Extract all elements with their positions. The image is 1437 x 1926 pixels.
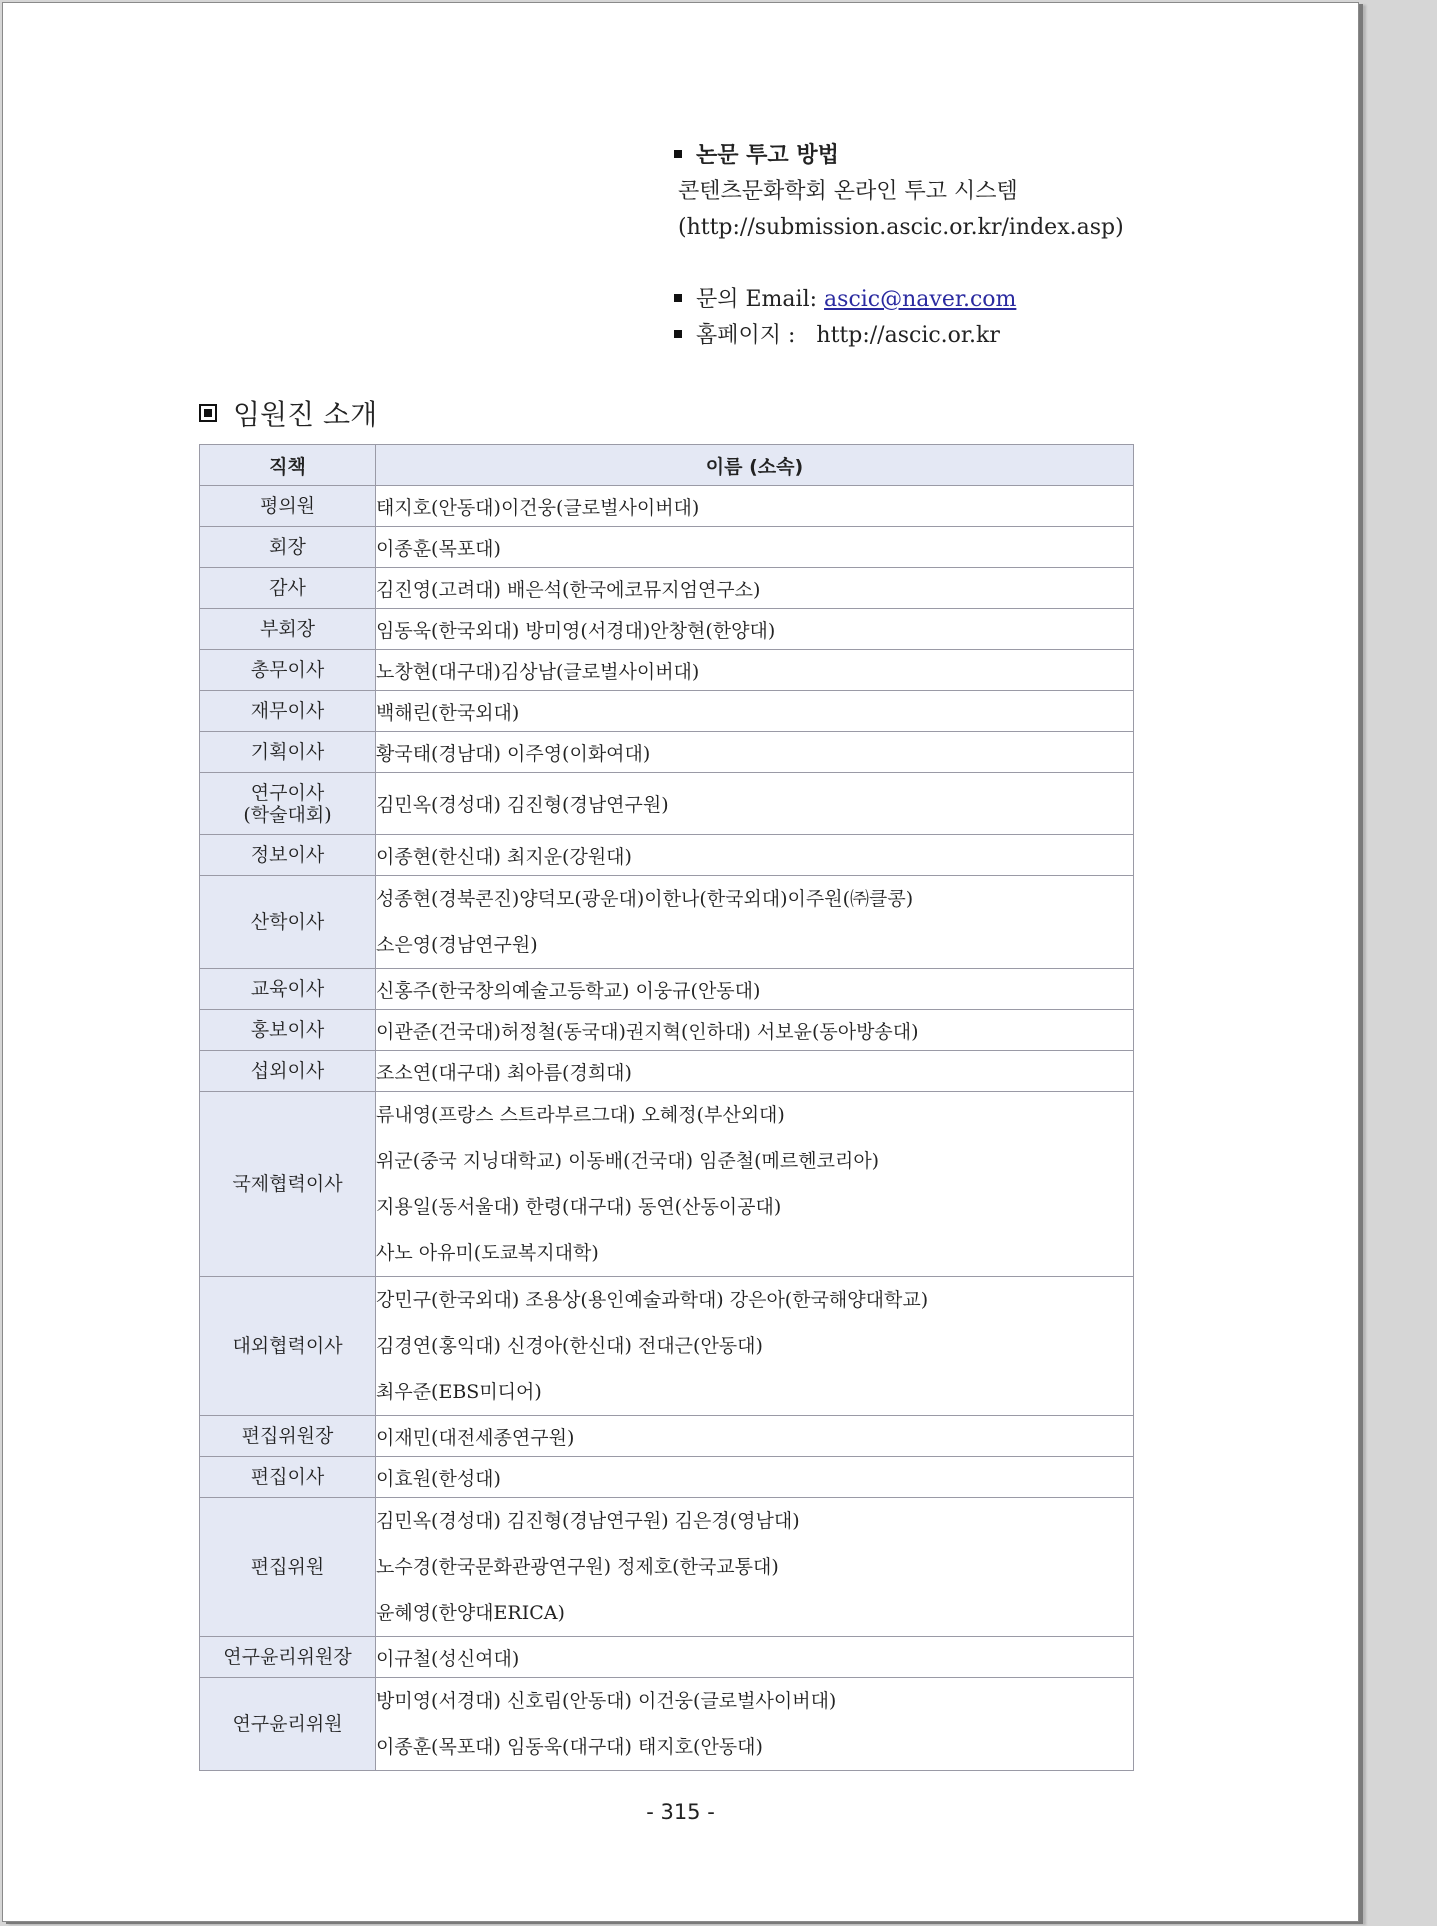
member-line: 조소연(대구대) 최아름(경희대) <box>376 1061 632 1084</box>
member-line: 사노 아유미(도쿄복지대학) <box>376 1242 599 1264</box>
role-label: 부회장 <box>259 618 316 640</box>
executives-table <box>199 444 1134 1771</box>
table-row <box>200 1457 1134 1498</box>
member-line: 신홍주(한국창의예술고등학교) 이웅규(안동대) <box>376 979 761 1002</box>
homepage-label: 홈페이지 : <box>696 323 796 348</box>
names-cell <box>376 1678 1134 1771</box>
submission-system-name: 콘텐츠문화학회 온라인 투고 시스템 <box>678 179 1018 204</box>
role-label: 편집위원 <box>250 1556 325 1578</box>
homepage-row <box>670 318 1124 354</box>
member-line: 류내영(프랑스 스트라부르그대) 오혜정(부산외대) <box>376 1104 785 1126</box>
table-row <box>200 609 1134 650</box>
role-cell <box>200 773 376 835</box>
role-cell <box>200 486 376 527</box>
table-row <box>200 1051 1134 1092</box>
role-cell <box>200 969 376 1010</box>
member-line: 태지호(안동대)이건웅(글로벌사이버대) <box>376 496 700 519</box>
role-label: (학술대회) <box>243 803 332 826</box>
role-cell <box>200 1092 376 1277</box>
section-heading <box>199 393 377 433</box>
role-label: 편집위원장 <box>241 1425 334 1447</box>
table-row <box>200 691 1134 732</box>
member-line: 김경연(홍익대) 신경아(한신대) 전대근(안동대) <box>376 1335 763 1357</box>
table-row <box>200 650 1134 691</box>
table-row <box>200 486 1134 527</box>
role-cell <box>200 1457 376 1498</box>
role-cell <box>200 691 376 732</box>
role-cell <box>200 1277 376 1416</box>
table-row <box>200 1277 1134 1416</box>
role-label: 산학이사 <box>250 911 325 933</box>
member-line: 지용일(동서울대) 한령(대구대) 동연(산동이공대) <box>376 1196 782 1218</box>
role-label: 편집이사 <box>250 1466 325 1488</box>
role-label: 섭외이사 <box>250 1060 325 1082</box>
document-page <box>2 2 1359 1922</box>
square-bullet-icon <box>674 150 682 158</box>
member-line: 위군(중국 지닝대학교) 이동배(건국대) 임준철(메르헨코리아) <box>376 1150 880 1172</box>
names-cell <box>376 969 1134 1010</box>
role-cell <box>200 835 376 876</box>
member-line: 이재민(대전세종연구원) <box>376 1426 575 1449</box>
header-names: 이름 (소속) <box>376 445 1134 486</box>
table-row <box>200 1416 1134 1457</box>
member-line: 김민옥(경성대) 김진형(경남연구원) 김은경(영남대) <box>376 1510 800 1532</box>
table-row <box>200 1010 1134 1051</box>
square-bullet-icon <box>674 294 682 302</box>
role-label: 연구윤리위원 <box>232 1713 343 1735</box>
member-line: 이종현(한신대) 최지운(강원대) <box>376 845 632 868</box>
role-cell <box>200 1498 376 1637</box>
member-line: 성종현(경북콘진)양덕모(광운대)이한나(한국외대)이주원(㈜클콩) <box>376 888 914 910</box>
role-label: 대외협력이사 <box>232 1335 343 1357</box>
table-row <box>200 969 1134 1010</box>
names-cell <box>376 650 1134 691</box>
boxed-square-icon <box>199 404 217 422</box>
member-line: 강민구(한국외대) 조용상(용인예술과학대) 강은아(한국해양대학교) <box>376 1289 929 1311</box>
table-row <box>200 1678 1134 1771</box>
role-label: 연구이사 <box>250 781 325 804</box>
member-line: 방미영(서경대) 신호림(안동대) 이건웅(글로벌사이버대) <box>376 1690 837 1712</box>
member-line: 김민옥(경성대) 김진형(경남연구원) <box>376 794 669 816</box>
table-header-row <box>200 445 1134 486</box>
role-label: 감사 <box>269 577 306 599</box>
names-cell <box>376 609 1134 650</box>
table-row <box>200 527 1134 568</box>
submission-system-url[interactable]: (http://submission.ascic.or.kr/index.asp) <box>678 215 1124 240</box>
role-cell <box>200 650 376 691</box>
member-line: 백해린(한국외대) <box>376 701 520 724</box>
table-row <box>200 773 1134 835</box>
header-role: 직책 <box>200 445 376 486</box>
names-cell <box>376 1277 1134 1416</box>
member-line: 이규철(성신여대) <box>376 1647 520 1670</box>
member-line: 이종훈(목포대) <box>376 537 501 560</box>
email-link[interactable]: ascic@naver.com <box>824 287 1017 312</box>
names-cell <box>376 835 1134 876</box>
role-label: 총무이사 <box>250 659 325 681</box>
names-cell <box>376 876 1134 969</box>
member-line: 노수경(한국문화관광연구원) 정제호(한국교통대) <box>376 1556 779 1578</box>
table-row <box>200 1092 1134 1277</box>
names-cell <box>376 691 1134 732</box>
page-number: - 315 - <box>646 1800 715 1824</box>
member-line: 김진영(고려대) 배은석(한국에코뮤지엄연구소) <box>376 578 761 601</box>
member-line: 노창현(대구대)김상남(글로벌사이버대) <box>376 660 700 683</box>
names-cell <box>376 732 1134 773</box>
member-line: 소은영(경남연구원) <box>376 934 538 956</box>
homepage-link[interactable]: http://ascic.or.kr <box>816 323 1000 348</box>
member-line: 이종훈(목포대) 임동욱(대구대) 태지호(안동대) <box>376 1736 763 1758</box>
submission-title-row <box>670 138 1124 174</box>
member-line: 최우준(EBS미디어) <box>376 1381 542 1403</box>
role-label: 기획이사 <box>250 741 325 763</box>
table-row <box>200 568 1134 609</box>
role-label: 정보이사 <box>250 844 325 866</box>
member-line: 이효원(한성대) <box>376 1467 501 1490</box>
role-cell <box>200 1637 376 1678</box>
names-cell <box>376 773 1134 835</box>
member-line: 윤혜영(한양대ERICA) <box>376 1602 565 1624</box>
role-cell <box>200 527 376 568</box>
member-line: 임동욱(한국외대) 방미영(서경대)안창현(한양대) <box>376 619 776 642</box>
member-line: 황국태(경남대) 이주영(이화여대) <box>376 742 651 765</box>
role-label: 평의원 <box>259 495 316 517</box>
role-label: 홍보이사 <box>250 1019 325 1041</box>
contact-email-row <box>670 282 1124 318</box>
role-cell <box>200 609 376 650</box>
names-cell <box>376 1092 1134 1277</box>
square-bullet-icon <box>674 330 682 338</box>
role-label: 교육이사 <box>250 978 325 1000</box>
email-label: 문의 Email: <box>696 287 818 312</box>
submission-title: 논문 투고 방법 <box>696 143 839 168</box>
role-cell <box>200 568 376 609</box>
role-cell <box>200 876 376 969</box>
table-row <box>200 876 1134 969</box>
role-label: 연구윤리위원장 <box>223 1646 352 1668</box>
names-cell <box>376 527 1134 568</box>
submission-info <box>670 138 1124 354</box>
role-cell <box>200 1678 376 1771</box>
table-row <box>200 732 1134 773</box>
section-title: 임원진 소개 <box>233 398 378 431</box>
names-cell <box>376 1416 1134 1457</box>
role-cell <box>200 1051 376 1092</box>
names-cell <box>376 1637 1134 1678</box>
member-line: 이관준(건국대)허정철(동국대)권지혁(인하대) 서보윤(동아방송대) <box>376 1020 919 1043</box>
names-cell <box>376 1457 1134 1498</box>
table-row <box>200 835 1134 876</box>
role-label: 국제협력이사 <box>232 1173 343 1195</box>
role-label: 회장 <box>269 536 306 558</box>
table-body <box>200 486 1134 1771</box>
table-row <box>200 1637 1134 1678</box>
table-row <box>200 1498 1134 1637</box>
names-cell <box>376 486 1134 527</box>
role-cell <box>200 732 376 773</box>
role-label: 재무이사 <box>250 700 325 722</box>
names-cell <box>376 1010 1134 1051</box>
role-cell <box>200 1416 376 1457</box>
role-cell <box>200 1010 376 1051</box>
names-cell <box>376 568 1134 609</box>
names-cell <box>376 1498 1134 1637</box>
names-cell <box>376 1051 1134 1092</box>
